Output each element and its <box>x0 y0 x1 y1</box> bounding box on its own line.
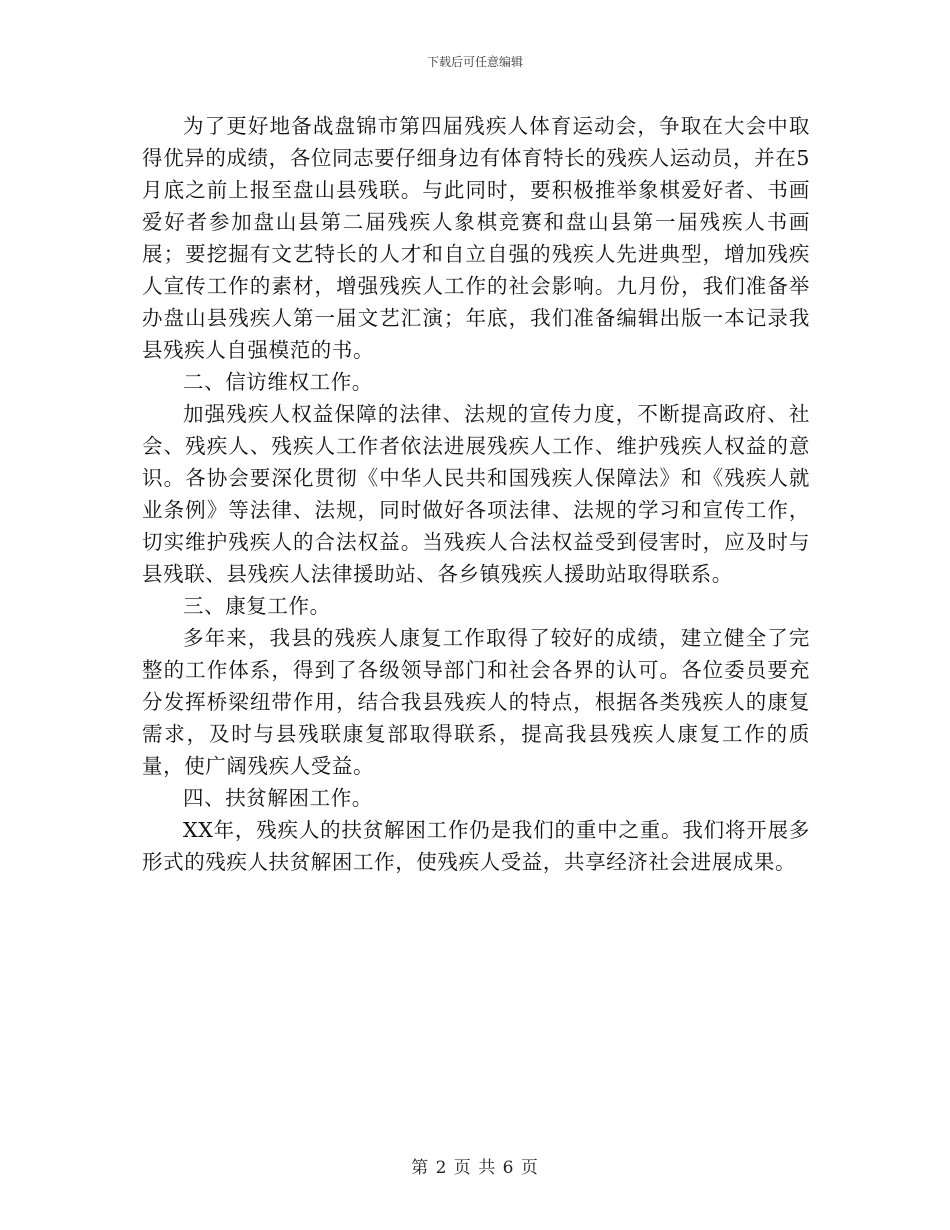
header-note: 下载后可任意编辑 <box>426 55 523 69</box>
section-heading-poverty-relief: 四、扶贫解困工作。 <box>183 786 373 810</box>
paragraph-rights-protection: 加强残疾人权益保障的法律、法规的宣传力度，不断提高政府、社会、残疾人、残疾人工作者依法进展残疾人工作、维护残疾人权益的意识。各协会要深化贯彻《中华人民共和国残疾人保障法》和《残疾人就业条例》等法律、法规，同时做好各项法律、法规的学习和宣传工作，切实维护残疾人的合法权益。当残疾人合法权益受到侵害时，应及时与县残联、县残疾人法律援助站、各乡镇残疾人援助站取得联系。 <box>142 402 810 586</box>
document-body <box>142 110 810 878</box>
paragraph-poverty-relief: XX年，残疾人的扶贫解困工作仍是我们的重中之重。我们将开展多形式的残疾人扶贫解困工作，使残疾人受益，共享经济社会进展成果。 <box>142 818 810 874</box>
paragraph-rehabilitation: 多年来，我县的残疾人康复工作取得了较好的成绩，建立健全了完整的工作体系，得到了各级领导部门和社会各界的认可。各位委员要充分发挥桥梁纽带作用，结合我县残疾人的特点，根据各类残疾人的康复需求，及时与县残联康复部取得联系，提高我县残疾人康复工作的质量，使广阔残疾人受益。 <box>142 626 810 778</box>
section-heading-petition: 二、信访维权工作。 <box>183 370 373 394</box>
page-number: 第 2 页 共 6 页 <box>411 1158 539 1178</box>
paragraph-sports-meet: 为了更好地备战盘锦市第四届残疾人体育运动会，争取在大会中取得优异的成绩，各位同志要仔细身边有体育特长的残疾人运动员，并在5月底之前上报至盘山县残联。与此同时，要积极推举象棋爱好者、书画爱好者参加盘山县第二届残疾人象棋竞赛和盘山县第一届残疾人书画展；要挖掘有文艺特长的人才和自立自强的残疾人先进典型，增加残疾人宣传工作的素材，增强残疾人工作的社会影响。九月份，我们准备举办盘山县残疾人第一届文艺汇演；年底，我们准备编辑出版一本记录我县残疾人自强模范的书。 <box>142 114 810 362</box>
section-heading-rehabilitation: 三、康复工作。 <box>183 594 331 618</box>
